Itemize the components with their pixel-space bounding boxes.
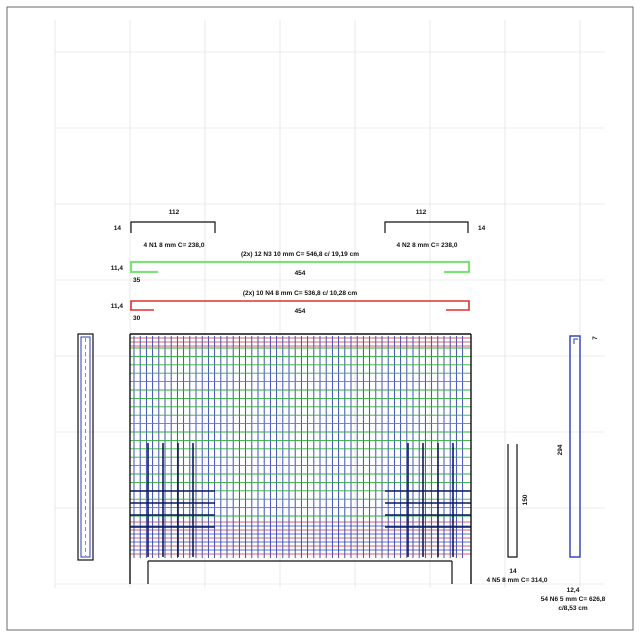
n6-dim-width: 12,4 xyxy=(566,587,580,594)
bar-n2 xyxy=(385,209,486,249)
n6-caption-line2: c/8,53 cm xyxy=(558,605,588,612)
bar-n6 xyxy=(541,336,606,612)
n2-dim-side: 14 xyxy=(478,225,486,232)
bar-n4 xyxy=(111,290,469,322)
bar-n3 xyxy=(111,251,469,284)
n3-dim-side: 11,4 xyxy=(110,265,123,272)
n4-dim-hook: 30 xyxy=(133,315,141,322)
n2-dim-top: 112 xyxy=(415,209,427,216)
n6-dim-hook: 7 xyxy=(592,336,599,340)
n3-dim-hook: 35 xyxy=(133,277,141,284)
n1-dim-side: 14 xyxy=(113,225,121,232)
n5-dim-width: 14 xyxy=(509,568,517,575)
n6-caption-line1: 54 N6 5 mm C= 626,8 xyxy=(540,596,606,603)
bar-n5 xyxy=(487,444,548,584)
n3-dim-length: 454 xyxy=(294,270,306,277)
n2-caption: 4 N2 8 mm C= 238,0 xyxy=(396,242,458,249)
n3-caption: (2x) 12 N3 10 mm C= 546,8 c/ 19,19 cm xyxy=(241,251,359,258)
main-elevation-mesh xyxy=(130,334,471,584)
n4-dim-length: 454 xyxy=(294,308,306,315)
n4-dim-side: 11,4 xyxy=(110,303,123,310)
left-section xyxy=(78,334,93,560)
n1-dim-top: 112 xyxy=(168,209,180,216)
n5-dim-height: 150 xyxy=(522,494,529,506)
n5-caption: 4 N5 8 mm C= 314,0 xyxy=(486,577,548,584)
bar-n1 xyxy=(114,209,215,249)
n4-caption: (2x) 10 N4 8 mm C= 536,8 c/ 10,28 cm xyxy=(242,290,358,297)
n6-dim-height: 294 xyxy=(557,444,564,456)
n1-caption: 4 N1 8 mm C= 238,0 xyxy=(143,242,205,249)
